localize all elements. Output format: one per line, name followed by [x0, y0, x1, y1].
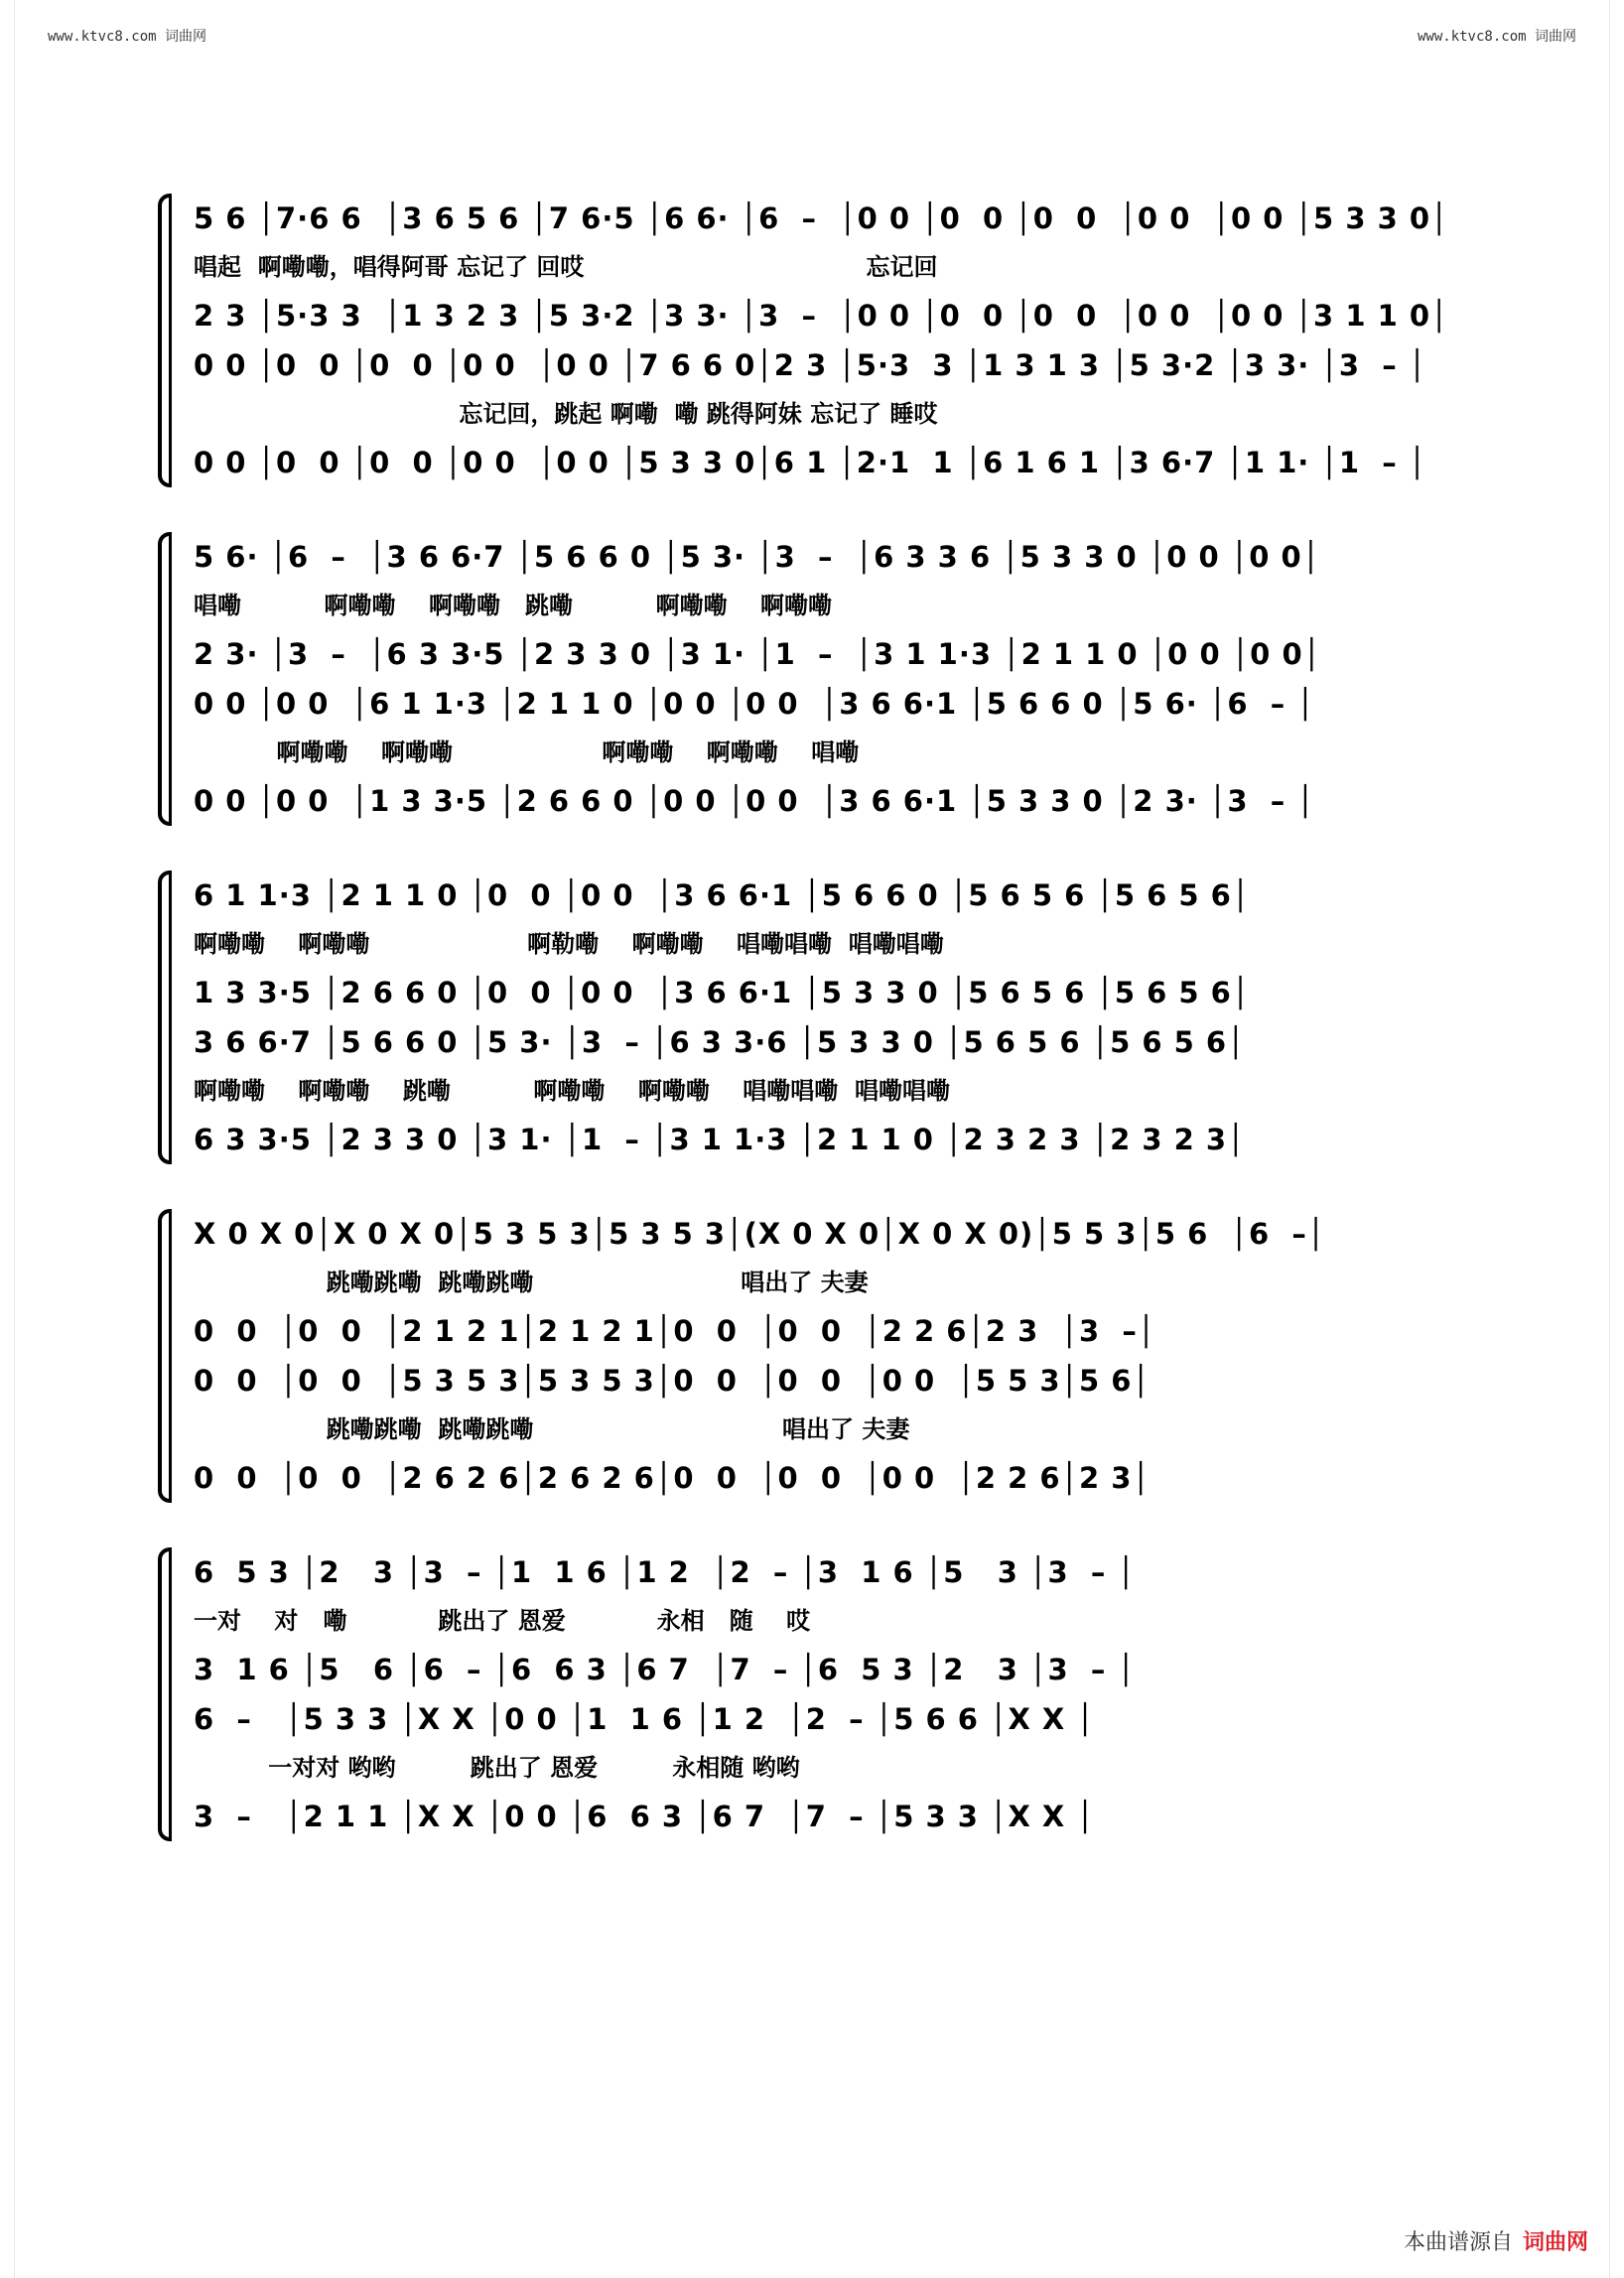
- left-page-edge: [0, 0, 15, 2278]
- notation-line: 3 6 6·7 │5 6 6 0 │5 3· │3 – │6 3 3·6 │5 3 3 0 │5 6 5 6 │5 6 5 6│: [194, 1025, 1246, 1059]
- right-page-edge: [1609, 0, 1624, 2278]
- score-system: [169, 1209, 1459, 1503]
- lyrics-line: 唱嘞 啊嘞嘞 啊嘞嘞 跳嘞 啊嘞嘞 啊嘞嘞: [194, 592, 833, 619]
- lyrics-line: 啊嘞嘞 啊嘞嘞 啊嘞嘞 啊嘞嘞 唱嘞: [194, 738, 860, 766]
- notation-line: 6 5 3 │2 3 │3 – │1 1 6 │1 2 │2 – │3 1 6 │5 3 │3 – │: [194, 1555, 1136, 1589]
- notation-line: 0 0 │0 0 │0 0 │0 0 │0 0 │7 6 6 0│2 3 │5·3 3 │1 3 1 3 │5 3·2 │3 3· │3 – │: [194, 348, 1427, 382]
- lyrics-line: 一对对 哟哟 跳出了 恩爱 永相随 哟哟: [194, 1754, 800, 1782]
- notation-line: 0 0 │0 0 │2 6 2 6│2 6 2 6│0 0 │0 0 │0 0 │2 2 6│2 3│: [194, 1461, 1150, 1495]
- footer-brand: 词曲网: [1522, 2230, 1588, 2255]
- score-system: [169, 532, 1459, 826]
- notation-line: 6 – │5 3 3 │X X │0 0 │1 1 6 │1 2 │2 – │5 6 6 │X X │: [194, 1702, 1095, 1736]
- notation-line: 0 0 │0 0 │6 1 1·3 │2 1 1 0 │0 0 │0 0 │3 6 6·1 │5 6 6 0 │5 6· │6 – │: [194, 687, 1315, 721]
- header-right-watermark: www.ktvc8.com 词曲网: [1417, 29, 1576, 45]
- score-system: [169, 871, 1459, 1164]
- score-page: [169, 194, 1459, 1841]
- score-system: [169, 1547, 1459, 1841]
- lyrics-line: 跳嘞跳嘞 跳嘞跳嘞 唱出了 夫妻: [194, 1415, 910, 1443]
- lyrics-line: 啊嘞嘞 啊嘞嘞 啊勒嘞 啊嘞嘞 唱嘞唱嘞 唱嘞唱嘞: [194, 930, 944, 958]
- notation-line: 0 0 │0 0 │1 3 3·5 │2 6 6 0 │0 0 │0 0 │3 6 6·1 │5 3 3 0 │2 3· │3 – │: [194, 784, 1315, 818]
- lyrics-line: 唱起 啊嘞嘞，唱得阿哥 忘记了 回哎 忘记回: [194, 253, 938, 281]
- notation-line: 5 6 │7·6 6 │3 6 5 6 │7 6·5 │6 6· │6 – │0 0 │0 0 │0 0 │0 0 │0 0 │5 3 3 0│: [194, 201, 1449, 235]
- footer-source-text: 本曲谱源自: [1403, 2230, 1513, 2255]
- notation-line: 2 3· │3 – │6 3 3·5 │2 3 3 0 │3 1· │1 – │3 1 1·3 │2 1 1 0 │0 0 │0 0│: [194, 637, 1322, 671]
- notation-line: 0 0 │0 0 │2 1 2 1│2 1 2 1│0 0 │0 0 │2 2 6│2 3 │3 –│: [194, 1314, 1156, 1348]
- lyrics-line: 啊嘞嘞 啊嘞嘞 跳嘞 啊嘞嘞 啊嘞嘞 唱嘞唱嘞 唱嘞唱嘞: [194, 1077, 950, 1105]
- lyrics-line: 跳嘞跳嘞 跳嘞跳嘞 唱出了 夫妻: [194, 1269, 869, 1296]
- notation-line: 2 3 │5·3 3 │1 3 2 3 │5 3·2 │3 3· │3 – │0 0 │0 0 │0 0 │0 0 │0 0 │3 1 1 0│: [194, 299, 1449, 333]
- notation-line: 3 1 6 │5 6 │6 – │6 6 3 │6 7 │7 – │6 5 3 │2 3 │3 – │: [194, 1653, 1136, 1686]
- notation-line: X 0 X 0│X 0 X 0│5 3 5 3│5 3 5 3│(X 0 X 0│X 0 X 0)│5 5 3│5 6 │6 –│: [194, 1217, 1326, 1251]
- lyrics-line: 忘记回，跳起 啊嘞 嘞 跳得阿妹 忘记了 睡哎: [194, 400, 938, 428]
- notation-line: 6 1 1·3 │2 1 1 0 │0 0 │0 0 │3 6 6·1 │5 6 6 0 │5 6 5 6 │5 6 5 6│: [194, 878, 1251, 912]
- lyrics-line: 一对 对 嘞 跳出了 恩爱 永相 随 哎: [194, 1607, 811, 1635]
- notation-line: 0 0 │0 0 │5 3 5 3│5 3 5 3│0 0 │0 0 │0 0 │5 5 3│5 6│: [194, 1364, 1150, 1398]
- notation-line: 6 3 3·5 │2 3 3 0 │3 1· │1 – │3 1 1·3 │2 1 1 0 │2 3 2 3 │2 3 2 3│: [194, 1123, 1246, 1156]
- footer-credit: [1404, 2225, 1588, 2256]
- notation-line: 1 3 3·5 │2 6 6 0 │0 0 │0 0 │3 6 6·1 │5 3 3 0 │5 6 5 6 │5 6 5 6│: [194, 976, 1251, 1009]
- score-system: [169, 194, 1459, 487]
- header-left-watermark: www.ktvc8.com 词曲网: [48, 29, 207, 45]
- notation-line: 3 – │2 1 1 │X X │0 0 │6 6 3 │6 7 │7 – │5 3 3 │X X │: [194, 1800, 1095, 1833]
- notation-line: 5 6· │6 – │3 6 6·7 │5 6 6 0 │5 3· │3 – │6 3 3 6 │5 3 3 0 │0 0 │0 0│: [194, 540, 1321, 574]
- notation-line: 0 0 │0 0 │0 0 │0 0 │0 0 │5 3 3 0│6 1 │2·1 1 │6 1 6 1 │3 6·7 │1 1· │1 – │: [194, 446, 1427, 479]
